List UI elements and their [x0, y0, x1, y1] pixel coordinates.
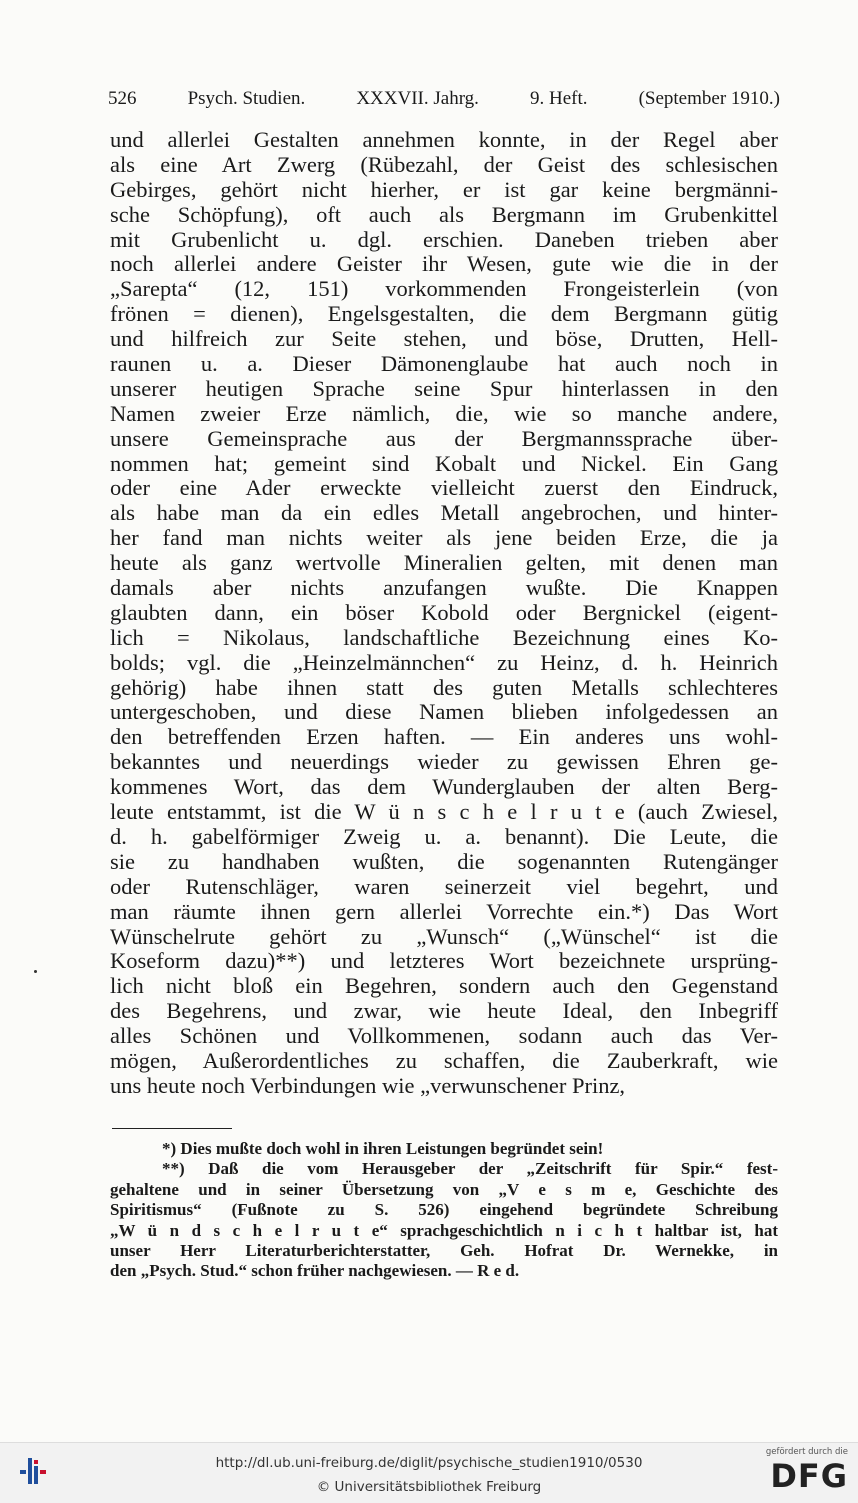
- permalink-url[interactable]: http://dl.ub.uni-freiburg.de/diglit/psychische_studien1910/0530: [215, 1455, 643, 1471]
- text-line: des Begehrens, und zwar, wie heute Ideal, den Inbegriff: [110, 998, 778, 1024]
- text-line: Gebirges, gehört nicht hierher, er ist gar keine bergmänni-: [110, 176, 778, 202]
- text-line: bekanntes und neuerdings wieder zu gewissen Ehren ge-: [110, 749, 778, 775]
- text-line: gehörig) habe ihnen statt des guten Metalls schlechteres: [110, 674, 778, 700]
- journal-title: Psych. Studien.: [187, 88, 306, 109]
- text-line: sie zu handhaben wußten, die sogenannten Rutengänger: [110, 848, 778, 874]
- text-line: nommen hat; gemeint sind Kobalt und Nickel. Ein Gang: [110, 450, 778, 476]
- footnotes: [110, 1139, 778, 1282]
- footnote-line: den „Psych. Stud.“ schon früher nachgewiesen. — R e d.: [110, 1261, 520, 1281]
- text-line: kommenes Wort, das dem Wunderglauben der alten Berg-: [110, 774, 778, 800]
- text-line: sche Schöpfung), oft auch als Bergmann im Grubenkittel: [110, 201, 778, 227]
- text-line: leute entstammt, ist die W ü n s c h e l r u t e (auch Zwiesel,: [110, 799, 778, 825]
- text-line: uns heute noch Verbindungen wie „verwunschener Prinz,: [110, 1072, 626, 1098]
- text-line: und allerlei Gestalten annehmen konnte, in der Regel aber: [110, 127, 778, 152]
- text-line: lich nicht bloß ein Begehren, sondern auch den Gegenstand: [110, 973, 778, 999]
- footnote-line: gehaltene und in seiner Übersetzung von „V e s m e, Geschichte des: [110, 1179, 778, 1199]
- footnote-line: **) Daß die vom Herausgeber der „Zeitschrift für Spir.“ fest-: [162, 1159, 778, 1179]
- page-number: 526: [108, 88, 137, 109]
- text-line: lich = Nikolaus, landschaftliche Bezeichnung eines Ko-: [110, 624, 778, 650]
- text-line: „Sarepta“ (12, 151) vorkommenden Frongeisterlein (von: [110, 276, 778, 302]
- text-line: oder Rutenschläger, waren seinerzeit viel begehrt, und: [110, 873, 778, 899]
- text-line: man räumte ihnen gern allerlei Vorrechte ein.*) Das Wort: [110, 898, 778, 924]
- text-line: unserer heutigen Sprache seine Spur hinterlassen in den: [110, 375, 778, 401]
- text-line: und hilfreich zur Seite stehen, und böse, Drutten, Hell-: [110, 326, 778, 352]
- funded-by-label: gefördert durch die: [765, 1447, 848, 1457]
- body-text: [110, 128, 778, 1099]
- issue-date: (September 1910.): [638, 88, 780, 109]
- text-line: heute als ganz wertvolle Mineralien gelten, mit denen man: [110, 550, 778, 576]
- footnote-line: unser Herr Literaturberichterstatter, Geh. Hofrat Dr. Wernekke, in: [110, 1240, 778, 1260]
- scan-speck: [34, 970, 37, 973]
- text-line: den betreffenden Erzen haften. — Ein anderes uns wohl-: [110, 724, 778, 750]
- text-line: glaubten dann, ein böser Kobold oder Bergnickel (eigent-: [110, 599, 778, 625]
- dfg-logo[interactable]: DFG: [770, 1457, 848, 1495]
- text-line: Wünschelrute gehört zu „Wunsch“ („Wünschel“ ist die: [110, 923, 778, 949]
- text-line: noch allerlei andere Geister ihr Wesen, gute wie die in der: [110, 251, 778, 277]
- text-line: als habe man da ein edles Metall angebrochen, und hinter-: [110, 500, 778, 526]
- footnote-rule: [112, 1128, 232, 1129]
- text-line: als eine Art Zwerg (Rübezahl, der Geist des schlesischen: [110, 151, 778, 177]
- text-line: her fand man nichts weiter als jene beiden Erze, die ja: [110, 525, 778, 551]
- text-line: frönen = dienen), Engelsgestalten, die dem Bergmann gütig: [110, 301, 778, 327]
- text-line: bolds; vgl. die „Heinzelmännchen“ zu Heinz, d. h. Heinrich: [110, 649, 778, 675]
- running-header: [108, 88, 780, 114]
- issue: 9. Heft.: [530, 88, 588, 109]
- footnote-line: „W ü n d s c h e l r u t e“ sprachgeschichtlich n i c h t haltbar ist, hat: [110, 1220, 778, 1240]
- footnote-line: *) Dies mußte doch wohl in ihren Leistungen begründet sein!: [162, 1139, 604, 1158]
- text-line: oder eine Ader erweckte vielleicht zuerst den Eindruck,: [110, 475, 778, 501]
- text-line: untergeschoben, und diese Namen blieben infolgedessen an: [110, 699, 778, 725]
- text-line: mögen, Außerordentliches zu schaffen, die Zauberkraft, wie: [110, 1047, 778, 1073]
- volume: XXXVII. Jahrg.: [356, 88, 479, 109]
- text-line: d. h. gabelförmiger Zweig u. a. benannt). Die Leute, die: [110, 823, 778, 849]
- text-line: alles Schönen und Vollkommenen, sodann auch das Ver-: [110, 1023, 778, 1049]
- footnote-line: Spiritismus“ (Fußnote zu S. 526) eingehend begründete Schreibung: [110, 1200, 778, 1220]
- text-line: Koseform dazu)**) und letzteres Wort bezeichnete ursprüng-: [110, 948, 778, 974]
- text-line: raunen u. a. Dieser Dämonenglaube hat auch noch in: [110, 351, 778, 377]
- text-line: Namen zweier Erze nämlich, die, wie so manche andere,: [110, 400, 778, 426]
- text-line: damals aber nichts anzufangen wußte. Die Knappen: [110, 575, 778, 601]
- text-line: mit Grubenlicht u. dgl. erschien. Daneben trieben aber: [110, 226, 778, 252]
- copyright-notice: © Universitätsbibliothek Freiburg: [316, 1479, 542, 1495]
- text-line: unsere Gemeinsprache aus der Bergmannssprache über-: [110, 425, 778, 451]
